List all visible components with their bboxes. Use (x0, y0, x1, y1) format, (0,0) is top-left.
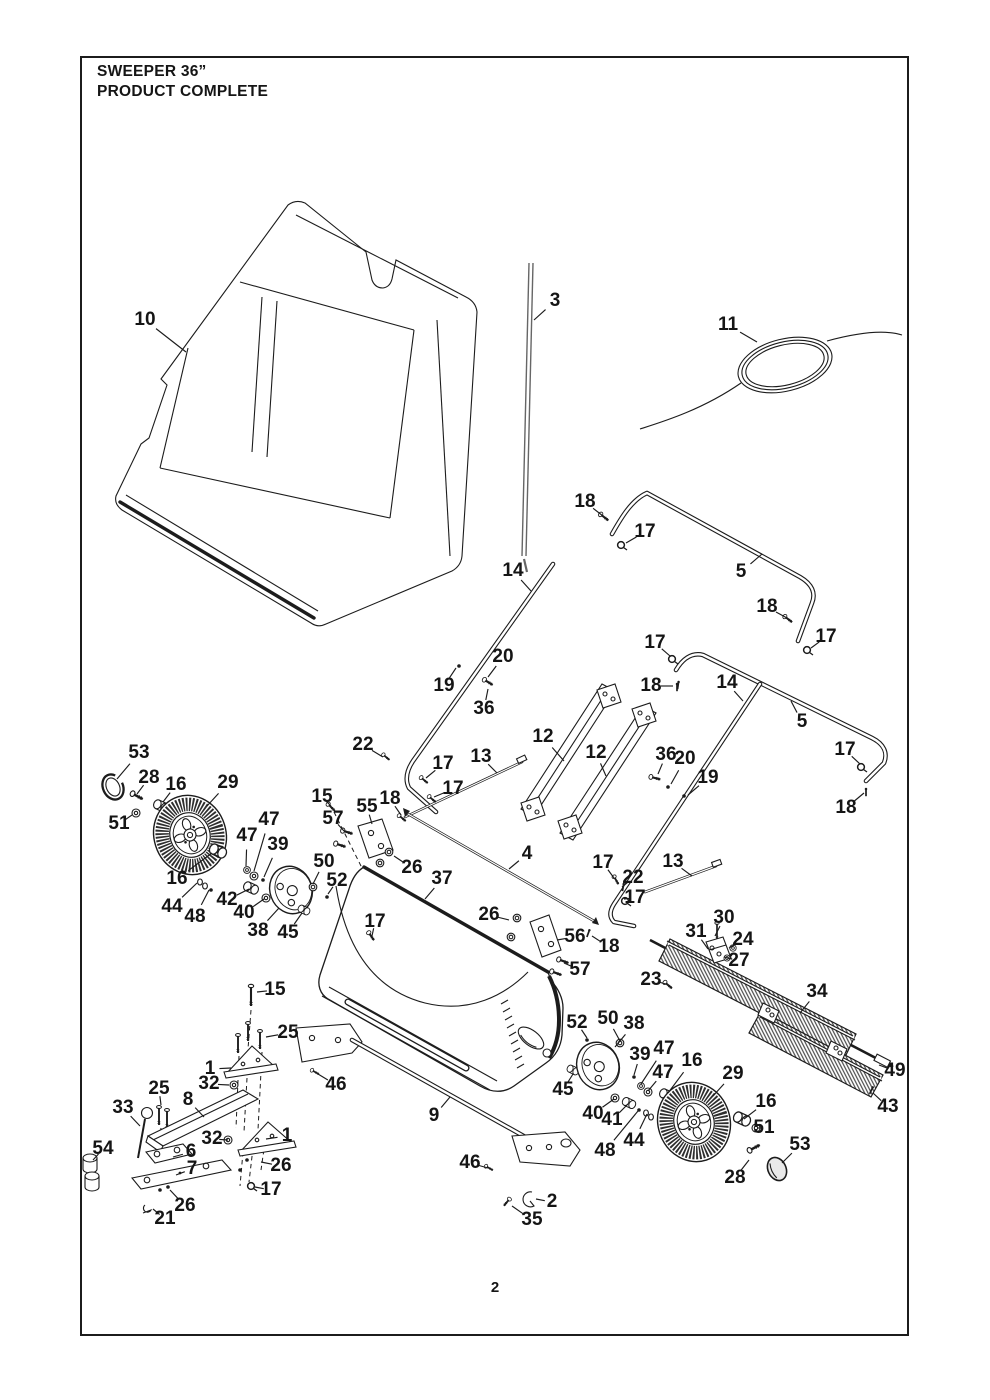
callout-17: 17 (624, 887, 646, 908)
callout-14: 14 (502, 560, 524, 581)
callout-47: 47 (258, 809, 280, 830)
callout-38: 38 (247, 920, 269, 941)
callout-54: 54 (92, 1138, 114, 1159)
callout-18: 18 (756, 596, 778, 617)
callout-2: 2 (546, 1191, 558, 1212)
callout-56: 56 (564, 926, 586, 947)
callout-16: 16 (165, 774, 187, 795)
callout-28: 28 (138, 767, 160, 788)
callout-16: 16 (681, 1050, 703, 1071)
callout-36: 36 (473, 698, 495, 719)
callout-14: 14 (716, 672, 738, 693)
callout-42: 42 (216, 889, 238, 910)
callout-20: 20 (674, 748, 696, 769)
callout-32: 32 (201, 1128, 223, 1149)
callout-24: 24 (732, 929, 754, 950)
callout-47: 47 (652, 1062, 674, 1083)
callout-53: 53 (128, 742, 150, 763)
callout-28: 28 (724, 1167, 746, 1188)
callout-13: 13 (662, 851, 684, 872)
callout-33: 33 (112, 1097, 134, 1118)
callout-11: 11 (717, 314, 739, 335)
callout-21: 21 (154, 1208, 176, 1229)
callout-53: 53 (789, 1134, 811, 1155)
callout-17: 17 (432, 753, 454, 774)
callout-26: 26 (174, 1195, 196, 1216)
callout-19: 19 (697, 767, 719, 788)
callout-35: 35 (521, 1209, 543, 1230)
callout-6: 6 (185, 1141, 197, 1162)
callout-48: 48 (184, 906, 206, 927)
callout-13: 13 (470, 746, 492, 767)
callout-26: 26 (401, 857, 423, 878)
callout-25: 25 (277, 1022, 299, 1043)
callout-47: 47 (653, 1038, 675, 1059)
callout-3: 3 (549, 290, 561, 311)
callout-16: 16 (166, 868, 188, 889)
callout-17: 17 (644, 632, 666, 653)
callout-5: 5 (735, 561, 747, 582)
callout-38: 38 (623, 1013, 645, 1034)
callout-18: 18 (598, 936, 620, 957)
callout-16: 16 (755, 1091, 777, 1112)
callout-22: 22 (622, 867, 644, 888)
callout-12: 12 (585, 742, 607, 763)
callout-30: 30 (713, 907, 735, 928)
page-number: 2 (490, 1279, 500, 1296)
callout-49: 49 (884, 1060, 906, 1081)
callout-50: 50 (313, 851, 335, 872)
callout-29: 29 (722, 1063, 744, 1084)
callout-39: 39 (267, 834, 289, 855)
callout-52: 52 (326, 870, 348, 891)
callout-18: 18 (640, 675, 662, 696)
callout-17: 17 (442, 778, 464, 799)
callout-9: 9 (428, 1105, 440, 1126)
callout-20: 20 (492, 646, 514, 667)
callout-57: 57 (322, 808, 344, 829)
callout-4: 4 (521, 843, 533, 864)
callout-44: 44 (623, 1130, 645, 1151)
callout-5: 5 (796, 711, 808, 732)
callout-55: 55 (356, 796, 378, 817)
callout-18: 18 (574, 491, 596, 512)
callout-48: 48 (594, 1140, 616, 1161)
callout-57: 57 (569, 959, 591, 980)
callout-40: 40 (582, 1103, 604, 1124)
callout-52: 52 (566, 1012, 588, 1033)
callout-26: 26 (270, 1155, 292, 1176)
callout-15: 15 (311, 786, 333, 807)
callout-29: 29 (217, 772, 239, 793)
callout-50: 50 (597, 1008, 619, 1029)
callout-51: 51 (753, 1117, 775, 1138)
callout-1: 1 (281, 1125, 293, 1146)
callout-40: 40 (233, 902, 255, 923)
callout-25: 25 (148, 1078, 170, 1099)
callout-46: 46 (459, 1152, 481, 1173)
callout-17: 17 (592, 852, 614, 873)
callout-34: 34 (806, 981, 828, 1002)
callout-31: 31 (685, 921, 707, 942)
callout-17: 17 (815, 626, 837, 647)
callout-22: 22 (352, 734, 374, 755)
callout-43: 43 (877, 1096, 899, 1117)
callout-17: 17 (834, 739, 856, 760)
callout-37: 37 (431, 868, 453, 889)
callout-12: 12 (532, 726, 554, 747)
callout-36: 36 (655, 744, 677, 765)
callout-23: 23 (640, 969, 662, 990)
callout-46: 46 (325, 1074, 347, 1095)
callout-15: 15 (264, 979, 286, 1000)
callout-51: 51 (108, 813, 130, 834)
callout-7: 7 (186, 1158, 198, 1179)
title-line-1: SWEEPER 36” (97, 63, 207, 80)
callout-39: 39 (629, 1044, 651, 1065)
callout-44: 44 (161, 896, 183, 917)
callout-47: 47 (236, 825, 258, 846)
callout-10: 10 (134, 309, 156, 330)
callout-1: 1 (204, 1058, 216, 1079)
callout-45: 45 (277, 922, 299, 943)
callout-32: 32 (198, 1073, 220, 1094)
callout-17: 17 (634, 521, 656, 542)
callout-41: 41 (601, 1109, 623, 1130)
callout-45: 45 (552, 1079, 574, 1100)
callout-18: 18 (379, 788, 401, 809)
callout-27: 27 (728, 950, 750, 971)
callout-8: 8 (182, 1089, 194, 1110)
title-line-2: PRODUCT COMPLETE (97, 83, 269, 100)
callout-18: 18 (835, 797, 857, 818)
callout-26: 26 (478, 904, 500, 925)
callout-19: 19 (433, 675, 455, 696)
callout-17: 17 (364, 911, 386, 932)
callout-17: 17 (260, 1179, 282, 1200)
